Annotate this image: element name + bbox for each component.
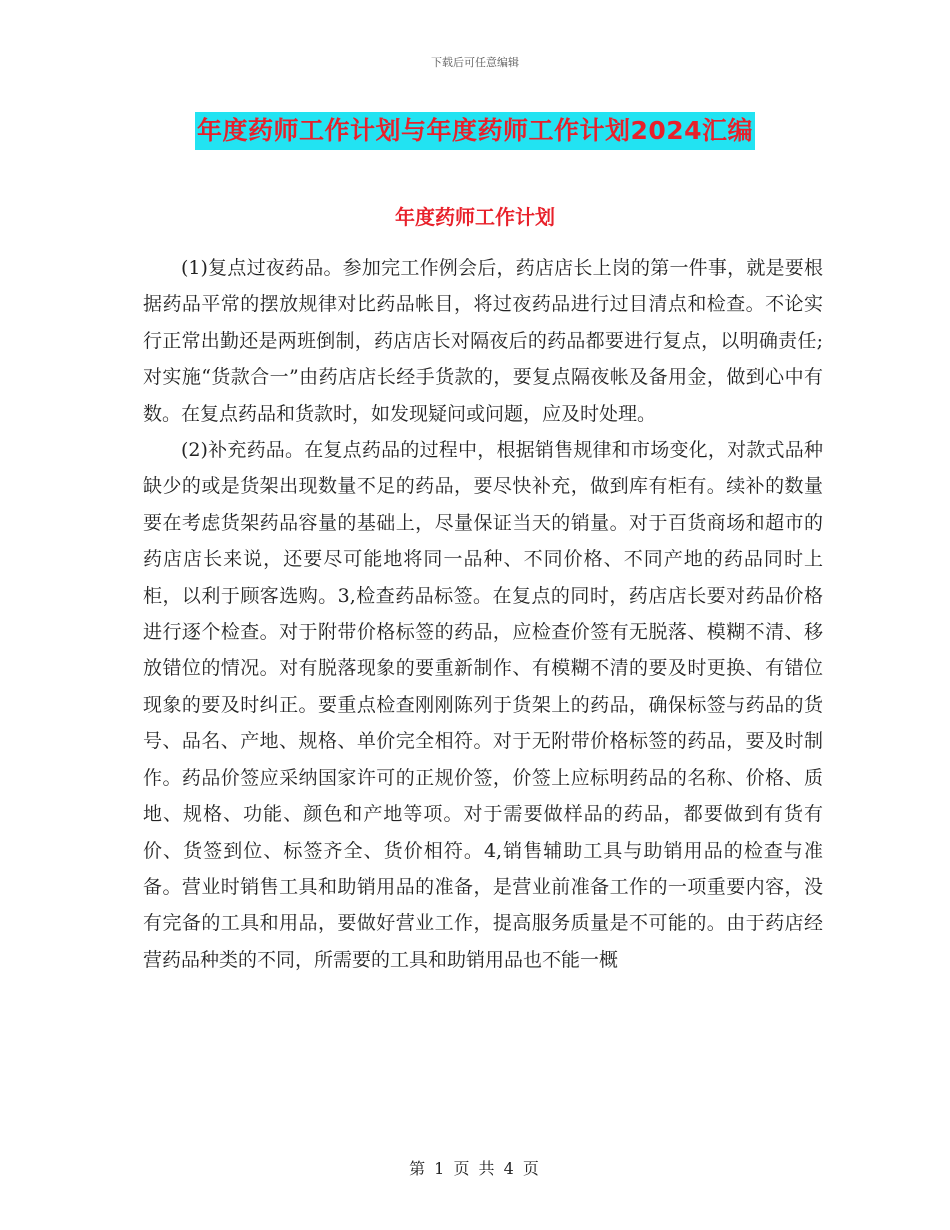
paragraph-2: (2)补充药品。在复点药品的过程中，根据销售规律和市场变化，对款式品种缺少的或是货架出现数量不足的药品，要尽快补充，做到库有柜有。续补的数量要在考虑货架药品容量的基础上，尽量保证当天的销量。对于百货商场和超市的药店店长来说，还要尽可能地将同一品种、不同价格、不同产地的药品同时上柜，以利于顾客选购。3,检查药品标签。在复点的同时，药店店长要对药品价格进行逐个检查。对于附带价格标签的药品，应检查价签有无脱落、模糊不清、移放错位的情况。对有脱落现象的要重新制作、有模糊不清的要及时更换、有错位现象的要及时纠正。要重点检查刚刚陈列于货架上的药品，确保标签与药品的货号、品名、产地、规格、单价完全相符。对于无附带价格标签的药品，要及时制作。药品价签应采纳国家许可的正规价签，价签上应标明药品的名称、价格、质地、规格、功能、颜色和产地等项。对于需要做样品的药品，都要做到有货有价、货签到位、标签齐全、货价相符。4,销售辅助工具与助销用品的检查与准备。营业时销售工具和助销用品的准备，是营业前准备工作的一项重要内容，没有完备的工具和用品，要做好营业工作，提高服务质量是不可能的。由于药店经营药品种类的不同，所需要的工具和助销用品也不能一概: [143, 439, 823, 971]
document-title-wrap: [0, 112, 950, 150]
document-title: 年度药师工作计划与年度药师工作计划2024汇编: [195, 112, 755, 150]
section-title: 年度药师工作计划: [395, 205, 555, 229]
header-note: 下载后可任意编辑: [431, 56, 519, 69]
paragraph-1: (1)复点过夜药品。参加完工作例会后，药店店长上岗的第一件事，就是要根据药品平常的摆放规律对比药品帐目，将过夜药品进行过目清点和检查。不论实行正常出勤还是两班倒制，药店店长对隔夜后的药品都要进行复点，以明确责任;对实施“货款合一”由药店店长经手货款的，要复点隔夜帐及备用金，做到心中有数。在复点药品和货款时，如发现疑问或问题，应及时处理。: [143, 257, 823, 425]
body-text: [143, 250, 823, 978]
page-footer: 第 1 页 共 4 页: [409, 1159, 541, 1178]
